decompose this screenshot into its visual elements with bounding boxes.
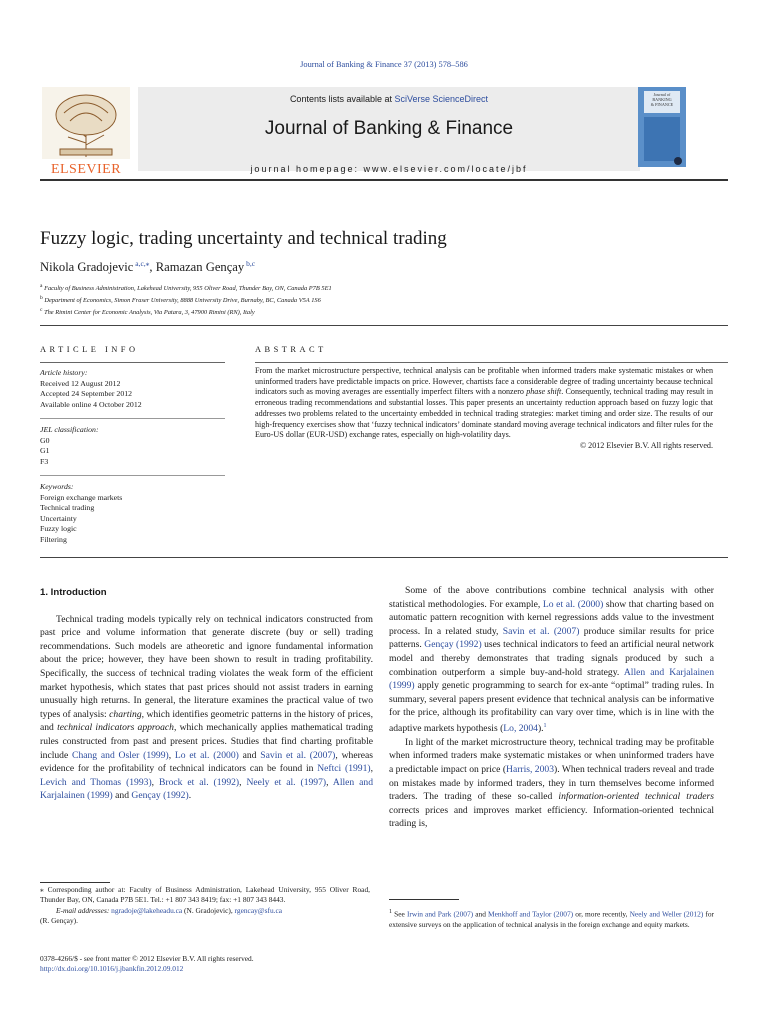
body-divider: [40, 557, 728, 558]
author-name[interactable]: Nikola Gradojevic: [40, 260, 134, 275]
abstract-rule: [255, 362, 728, 363]
cover-title-line3: & FINANCE: [650, 102, 674, 107]
affiliation: $^b$ Department of Economics, Simon Fraser University, 8888 University Drive, Burnaby, BC, Canada V5A 1S6: [40, 295, 321, 305]
issn-line: 0378-4266/$ - see front matter © 2012 Elsevier B.V. All rights reserved.: [40, 954, 254, 963]
citation-link[interactable]: Brock et al. (1992): [159, 776, 240, 788]
citation-link[interactable]: Allen and Karjalainen (1999): [389, 666, 714, 692]
article-title: Fuzzy logic, trading uncertainty and technical trading: [40, 228, 447, 249]
citation-link[interactable]: Neftci (1991): [317, 763, 371, 775]
citation-link[interactable]: Lo et al. (2000): [174, 749, 239, 761]
history-label: Article history:: [40, 368, 88, 377]
citation-link[interactable]: Levich and Thomas (1993): [40, 776, 152, 788]
contents-line: [138, 94, 640, 104]
doi-link[interactable]: http://dx.doi.org/10.1016/j.jbankfin.2012.09.012: [40, 964, 184, 974]
journal-homepage[interactable]: journal homepage: www.elsevier.com/locate/jbf: [250, 164, 528, 174]
issn-block: [40, 954, 254, 975]
citation-link[interactable]: Gençay (1992): [424, 639, 482, 651]
keyword: Uncertainty: [40, 513, 77, 523]
paragraph: Technical trading models typically rely on technical indicators constructed from past price and volume information that generate discrete (buy or sell) trading recommendations. Such models are atheoretic and ignore fundamental information about the price; however, they have been shown to result in trading profitability. Specifically, the success of technical trading violates the weak form of the efficient market hypothesis, which states that past prices should not assist traders in earning unusually high returns. In general, the literature examines the practical value of two types of analysis: charting, which identifies geometric patterns in the history of prices, and technical indicators approach, which mechanically applies mathematical trading rules constructed from past and present prices. Studies that find charting profitable include Chang and Osler (1999), Lo et al. (2000) and Savin et al. (2007), whereas evidence for the profitability of technical indicators can be found in Neftci (1991), Levich and Thomas (1993), Brock et al. (1992), Neely et al. (1997), Allen and Karjalainen (1999) and Gençay (1992).: [40, 613, 374, 802]
affiliation: $^c$ The Rimini Center for Economic Analysis, Via Patara, 3, 47900 Rimini (RN), Italy: [40, 307, 255, 317]
journal-banner: [138, 87, 640, 174]
keyword: Technical trading: [40, 503, 95, 512]
citation-link[interactable]: Chang and Osler (1999): [72, 749, 169, 761]
corresponding-author-footnote: ⁎ Corresponding author at: Faculty of Business Administration, Lakehead University, 955 Oliver Road, Thunder Bay, ON, Canada P7B 5E1. Tel.: +1 807 343 8419; fax: +1 807 343 8443. E-mail addresses: ngradoje@lakeheadu.ca (N. Gradojevic), rgencay@sfu.ca (R. Gençay).: [40, 885, 370, 925]
citation-link[interactable]: Harris, 2003: [506, 763, 554, 775]
info-divider: [40, 418, 225, 419]
citation-link[interactable]: Irwin and Park (2007): [406, 909, 474, 919]
affiliation: $^a$ Faculty of Business Administration, Lakehead University, 955 Oliver Road, Thunder Bay, ON, Canada P7B 5E1: [40, 283, 332, 293]
paragraph: Some of the above contributions combine technical analysis with other statistical methodologies. For example, Lo et al. (2000) show that charting based on automatic pattern recognition with kernel regressions adds value to the investment process. In a related study, Savin et al. (2007) produce similar results for price patterns. Gençay (1992) uses technical indicators to feed an artificial neural network model and thereby demonstrates that trading signals produced by such a combination outperform a simple buy-and-hold strategy. Allen and Karjalainen (1999) apply genetic programming to search for ex-ante “optimal” trading rules. In summary, several papers present evidence that technical analysis can be informative for the price, although its profitability can vary over time, which is in line with the adaptive markets hypothesis (Lo, 2004).$^1$: [389, 585, 715, 735]
copyright-notice: © 2012 Elsevier B.V. All rights reserved.: [579, 440, 713, 450]
keywords-label: Keywords:: [40, 482, 74, 491]
author-list: [40, 259, 255, 275]
email-link[interactable]: ngradoje@lakeheadu.ca: [111, 905, 183, 915]
info-rule: [40, 362, 225, 363]
footnote-rule: [389, 899, 459, 900]
elsevier-wordmark: ELSEVIER: [50, 162, 122, 177]
received-date: Received 12 August 2012: [40, 378, 121, 388]
body-right-column: [389, 584, 714, 831]
header-divider: [40, 179, 728, 181]
citation-link[interactable]: Lo, 2004: [503, 723, 538, 735]
footnote-rule: [40, 882, 110, 883]
footnote-number: 1: [389, 909, 393, 915]
keyword: Filtering: [40, 534, 67, 544]
abstract-body: From the market microstructure perspective, technical analysis can be profitable when informed traders make systematic mistakes or when uninformed traders have predictable impacts on price. However, chartists face a considerable degree of trading uncertainty because technical indicators such as moving averages are essentially imperfect filters with a nonzero phase shift. Consequently, technical trading may result in erroneous trading recommendations and substantial losses. This paper presents an uncertainty reduction approach based on fuzzy logic that addresses two problems related to the uncertainty embedded in technical trading strategies: market timing and order size. The results of our high-frequency exercises show that ‘fuzzy technical indicators’ dominate standard moving average technical indicators and filter rules for the Euro-US dollar (EUR-USD) exchange rates, especially on high-volatility days. © 2012 Elsevier B.V. All rights reserved.: [255, 366, 713, 450]
footnote-1: $^1$ See Irwin and Park (2007) and Menkhoff and Taylor (2007) or, more recently, Neely and Weller (2012) for extensive surveys on the application of technical analysis in the foreign exchange and equity markets.: [389, 909, 714, 929]
elsevier-logo: [40, 87, 132, 179]
citation-link[interactable]: Savin et al. (2007): [502, 625, 580, 637]
paragraph: In light of the market microstructure theory, technical trading may be profitable when informed traders make systematic mistakes or when uninformed traders have a predictable impact on price (Harris, 2003). When technical traders reveal and trade on mistakes made by informed traders, they in turn themselves become informed traders. The trading of these so-called information-oriented technical traders corrects prices and improves market efficiency. Information-oriented technical trading is,: [389, 736, 714, 830]
journal-cover-thumbnail: [638, 87, 686, 167]
footnote-star: ⁎: [40, 885, 44, 894]
author-separator: ,: [149, 260, 156, 275]
journal-header: [40, 87, 720, 179]
body-left-column: [40, 586, 373, 803]
article-info-heading: ARTICLE INFO: [40, 345, 139, 354]
author-affiliation-marks[interactable]: a,c,: [135, 259, 146, 268]
footnote-mark[interactable]: 1: [543, 722, 547, 729]
journal-title: Journal of Banking & Finance: [264, 118, 514, 139]
citation-link[interactable]: Menkhoff and Taylor (2007): [488, 909, 574, 919]
corresponding-author-mark[interactable]: ⁎: [145, 259, 150, 268]
citation-link[interactable]: Neely et al. (1997): [246, 776, 327, 788]
cover-title-line2: BANKING: [652, 97, 672, 102]
sciencedirect-link[interactable]: SciVerse ScienceDirect: [394, 94, 489, 104]
author-affiliation-marks[interactable]: b,c: [246, 259, 256, 268]
email-link[interactable]: rgencay@sfu.ca: [234, 905, 283, 915]
info-divider: [40, 475, 225, 476]
author-name[interactable]: Ramazan Gençay: [155, 260, 245, 275]
cover-title-line1: Journal of: [653, 92, 671, 97]
section-divider: [40, 325, 728, 326]
jel-code: G0: [40, 435, 50, 445]
journal-reference-link[interactable]: Journal of Banking & Finance 37 (2013) 578–586: [300, 60, 468, 69]
citation-link[interactable]: Savin et al. (2007): [260, 749, 336, 761]
citation-link[interactable]: Lo et al. (2000): [542, 598, 604, 610]
online-date: Available online 4 October 2012: [40, 399, 142, 409]
jel-label: JEL classification:: [40, 425, 99, 434]
contents-prefix: Contents lists available at: [289, 94, 395, 104]
jel-code: G1: [40, 446, 50, 455]
citation-link[interactable]: Allen and Karjalainen (1999): [40, 776, 374, 802]
jel-code: F3: [40, 456, 49, 466]
accepted-date: Accepted 24 September 2012: [40, 389, 133, 398]
citation-link[interactable]: Neely and Weller (2012): [629, 909, 704, 919]
citation-link[interactable]: Gençay (1992): [131, 790, 189, 802]
keyword: Foreign exchange markets: [40, 492, 123, 502]
keyword: Fuzzy logic: [40, 524, 77, 533]
article-info-panel: [40, 368, 225, 545]
section-heading-introduction: 1. Introduction: [40, 587, 107, 598]
abstract-heading: ABSTRACT: [255, 345, 327, 354]
